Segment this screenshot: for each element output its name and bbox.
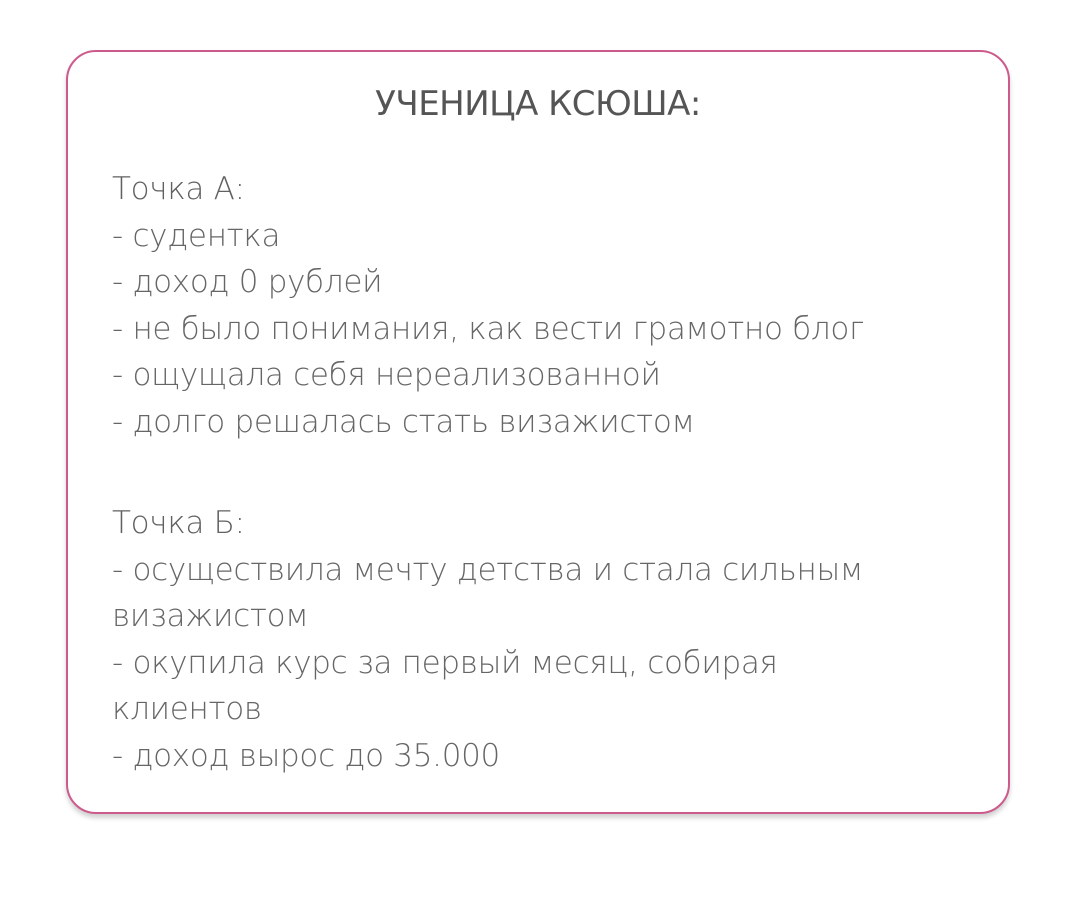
- point-b-line: визажистом: [112, 598, 309, 634]
- point-a-line: - не было понимания, как вести грамотно блог: [112, 310, 864, 347]
- point-a-line: - доход 0 рублей: [112, 264, 383, 300]
- point-b-line: - окупила курс за первый месяц, собирая: [112, 644, 778, 681]
- point-b-line: клиентов: [112, 691, 262, 727]
- point-b-line: - доход вырос до 35.000: [112, 737, 500, 774]
- point-b-heading: Точка Б:: [112, 505, 245, 541]
- point-a-line: - ощущала себя нереализованной: [112, 357, 661, 393]
- card-title: УЧЕНИЦА КСЮША:: [375, 84, 701, 124]
- point-b-line: - осуществила мечту детства и стала сильным: [112, 551, 864, 588]
- point-a-line: - долго решалась стать визажистом: [112, 403, 695, 440]
- point-a-section: [112, 166, 988, 445]
- point-a-line: - судентка: [112, 217, 281, 254]
- student-card: [66, 50, 1010, 814]
- point-b-section: [112, 500, 988, 779]
- point-a-heading: Точка А:: [112, 171, 245, 207]
